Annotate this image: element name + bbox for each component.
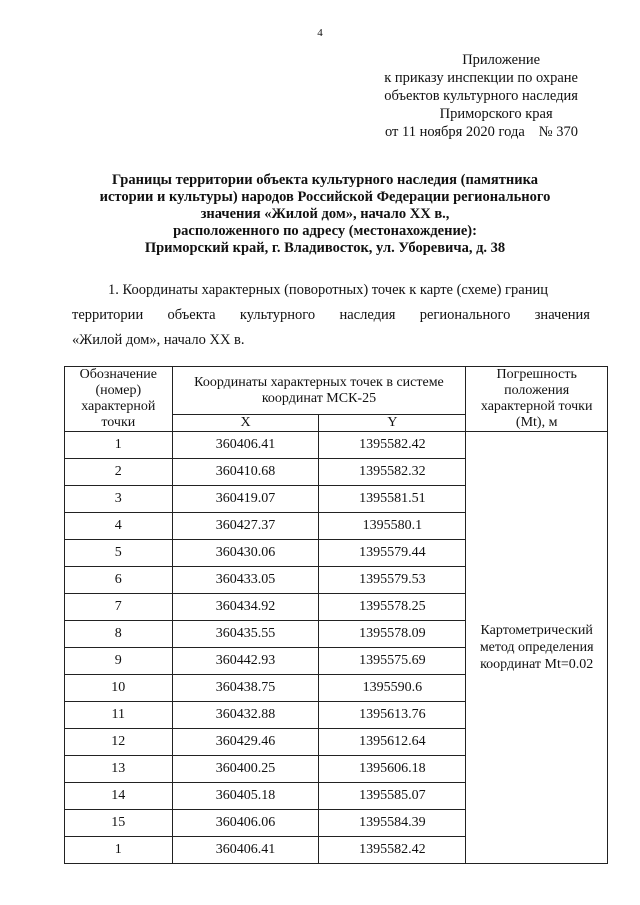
x-coordinate-cell: 360405.18 [172, 783, 319, 810]
y-coordinate-cell: 1395582.32 [319, 459, 466, 486]
table-row [65, 432, 608, 459]
appendix-date: от 11 ноября 2020 года [384, 124, 525, 140]
y-coordinate-cell: 1395580.1 [319, 513, 466, 540]
paragraph-line-3: «Жилой дом», начало XX в. [72, 332, 245, 348]
y-coordinate-cell: 1395612.64 [319, 729, 466, 756]
y-coordinate-cell: 1395613.76 [319, 702, 466, 729]
point-number-cell: 3 [65, 486, 173, 513]
x-coordinate-cell: 360438.75 [172, 675, 319, 702]
point-number-cell: 6 [65, 567, 173, 594]
paragraph-word: регионального [419, 307, 511, 323]
y-coordinate-cell: 1395606.18 [319, 756, 466, 783]
page-number: 4 [317, 27, 323, 39]
y-coordinate-cell: 1395575.69 [319, 648, 466, 675]
appendix-date-line [384, 123, 578, 141]
point-number-cell: 5 [65, 540, 173, 567]
point-number-cell: 15 [65, 810, 173, 837]
point-number-cell: 11 [65, 702, 173, 729]
y-coordinate-cell: 1395585.07 [319, 783, 466, 810]
point-number-cell: 8 [65, 621, 173, 648]
y-coordinate-cell: 1395582.42 [319, 432, 466, 459]
x-coordinate-cell: 360432.88 [172, 702, 319, 729]
x-coordinate-cell: 360442.93 [172, 648, 319, 675]
point-number-cell: 1 [65, 837, 173, 864]
x-coordinate-cell: 360433.05 [172, 567, 319, 594]
point-number-cell: 1 [65, 432, 173, 459]
point-number-cell: 4 [65, 513, 173, 540]
appendix-number: № 370 [538, 124, 578, 140]
x-coordinate-cell: 360406.06 [172, 810, 319, 837]
y-coordinate-cell: 1395578.09 [319, 621, 466, 648]
point-number-cell: 7 [65, 594, 173, 621]
paragraph-word: территории [72, 307, 144, 323]
y-coordinate-cell: 1395584.39 [319, 810, 466, 837]
coordinates-table-body [65, 432, 608, 864]
appendix-line-1: Приложение [462, 52, 541, 68]
appendix-line-4: Приморского края [439, 106, 553, 122]
x-coordinate-cell: 360429.46 [172, 729, 319, 756]
y-coordinate-cell: 1395590.6 [319, 675, 466, 702]
point-number-cell: 14 [65, 783, 173, 810]
intro-paragraph [72, 278, 590, 353]
paragraph-word: культурного [239, 307, 316, 323]
title-line-4: расположенного по адресу (местонахождение): [173, 223, 477, 239]
y-coordinate-cell: 1395579.53 [319, 567, 466, 594]
error-method-cell: Картометрический метод определения координат Mt=0.02 [466, 432, 608, 864]
header-error: Погрешность положения характерной точки (Mt), м [466, 367, 608, 432]
title-line-1: Границы территории объекта культурного наследия (памятника [111, 172, 538, 188]
point-number-cell: 9 [65, 648, 173, 675]
title-line-2: истории и культуры) народов Российской Федерации регионального [99, 189, 551, 205]
point-number-cell: 12 [65, 729, 173, 756]
title-line-3: значения «Жилой дом», начало XX в., [200, 206, 450, 222]
appendix-header [384, 51, 578, 141]
y-coordinate-cell: 1395578.25 [319, 594, 466, 621]
header-point-number: Обозначение (номер) характерной точки [65, 367, 173, 432]
x-coordinate-cell: 360419.07 [172, 486, 319, 513]
y-coordinate-cell: 1395579.44 [319, 540, 466, 567]
paragraph-line-2 [72, 303, 590, 328]
point-number-cell: 2 [65, 459, 173, 486]
header-coordinates: Координаты характерных точек в системе координат МСК-25 [172, 367, 466, 415]
x-coordinate-cell: 360406.41 [172, 837, 319, 864]
header-x: X [172, 415, 319, 432]
title-line-5: Приморский край, г. Владивосток, ул. Уборевича, д. 38 [144, 240, 506, 256]
paragraph-word: объекта [167, 307, 216, 323]
x-coordinate-cell: 360406.41 [172, 432, 319, 459]
paragraph-word: значения [534, 307, 590, 323]
point-number-cell: 13 [65, 756, 173, 783]
document-title [60, 172, 590, 257]
x-coordinate-cell: 360435.55 [172, 621, 319, 648]
paragraph-line-1: 1. Координаты характерных (поворотных) точек к карте (схеме) границ [108, 282, 548, 298]
x-coordinate-cell: 360410.68 [172, 459, 319, 486]
appendix-line-2: к приказу инспекции по охране [384, 70, 578, 86]
y-coordinate-cell: 1395581.51 [319, 486, 466, 513]
point-number-cell: 10 [65, 675, 173, 702]
header-y: Y [319, 415, 466, 432]
coordinates-table [64, 366, 608, 864]
y-coordinate-cell: 1395582.42 [319, 837, 466, 864]
paragraph-word: наследия [339, 307, 396, 323]
x-coordinate-cell: 360427.37 [172, 513, 319, 540]
x-coordinate-cell: 360400.25 [172, 756, 319, 783]
appendix-line-3: объектов культурного наследия [384, 88, 578, 104]
x-coordinate-cell: 360434.92 [172, 594, 319, 621]
x-coordinate-cell: 360430.06 [172, 540, 319, 567]
